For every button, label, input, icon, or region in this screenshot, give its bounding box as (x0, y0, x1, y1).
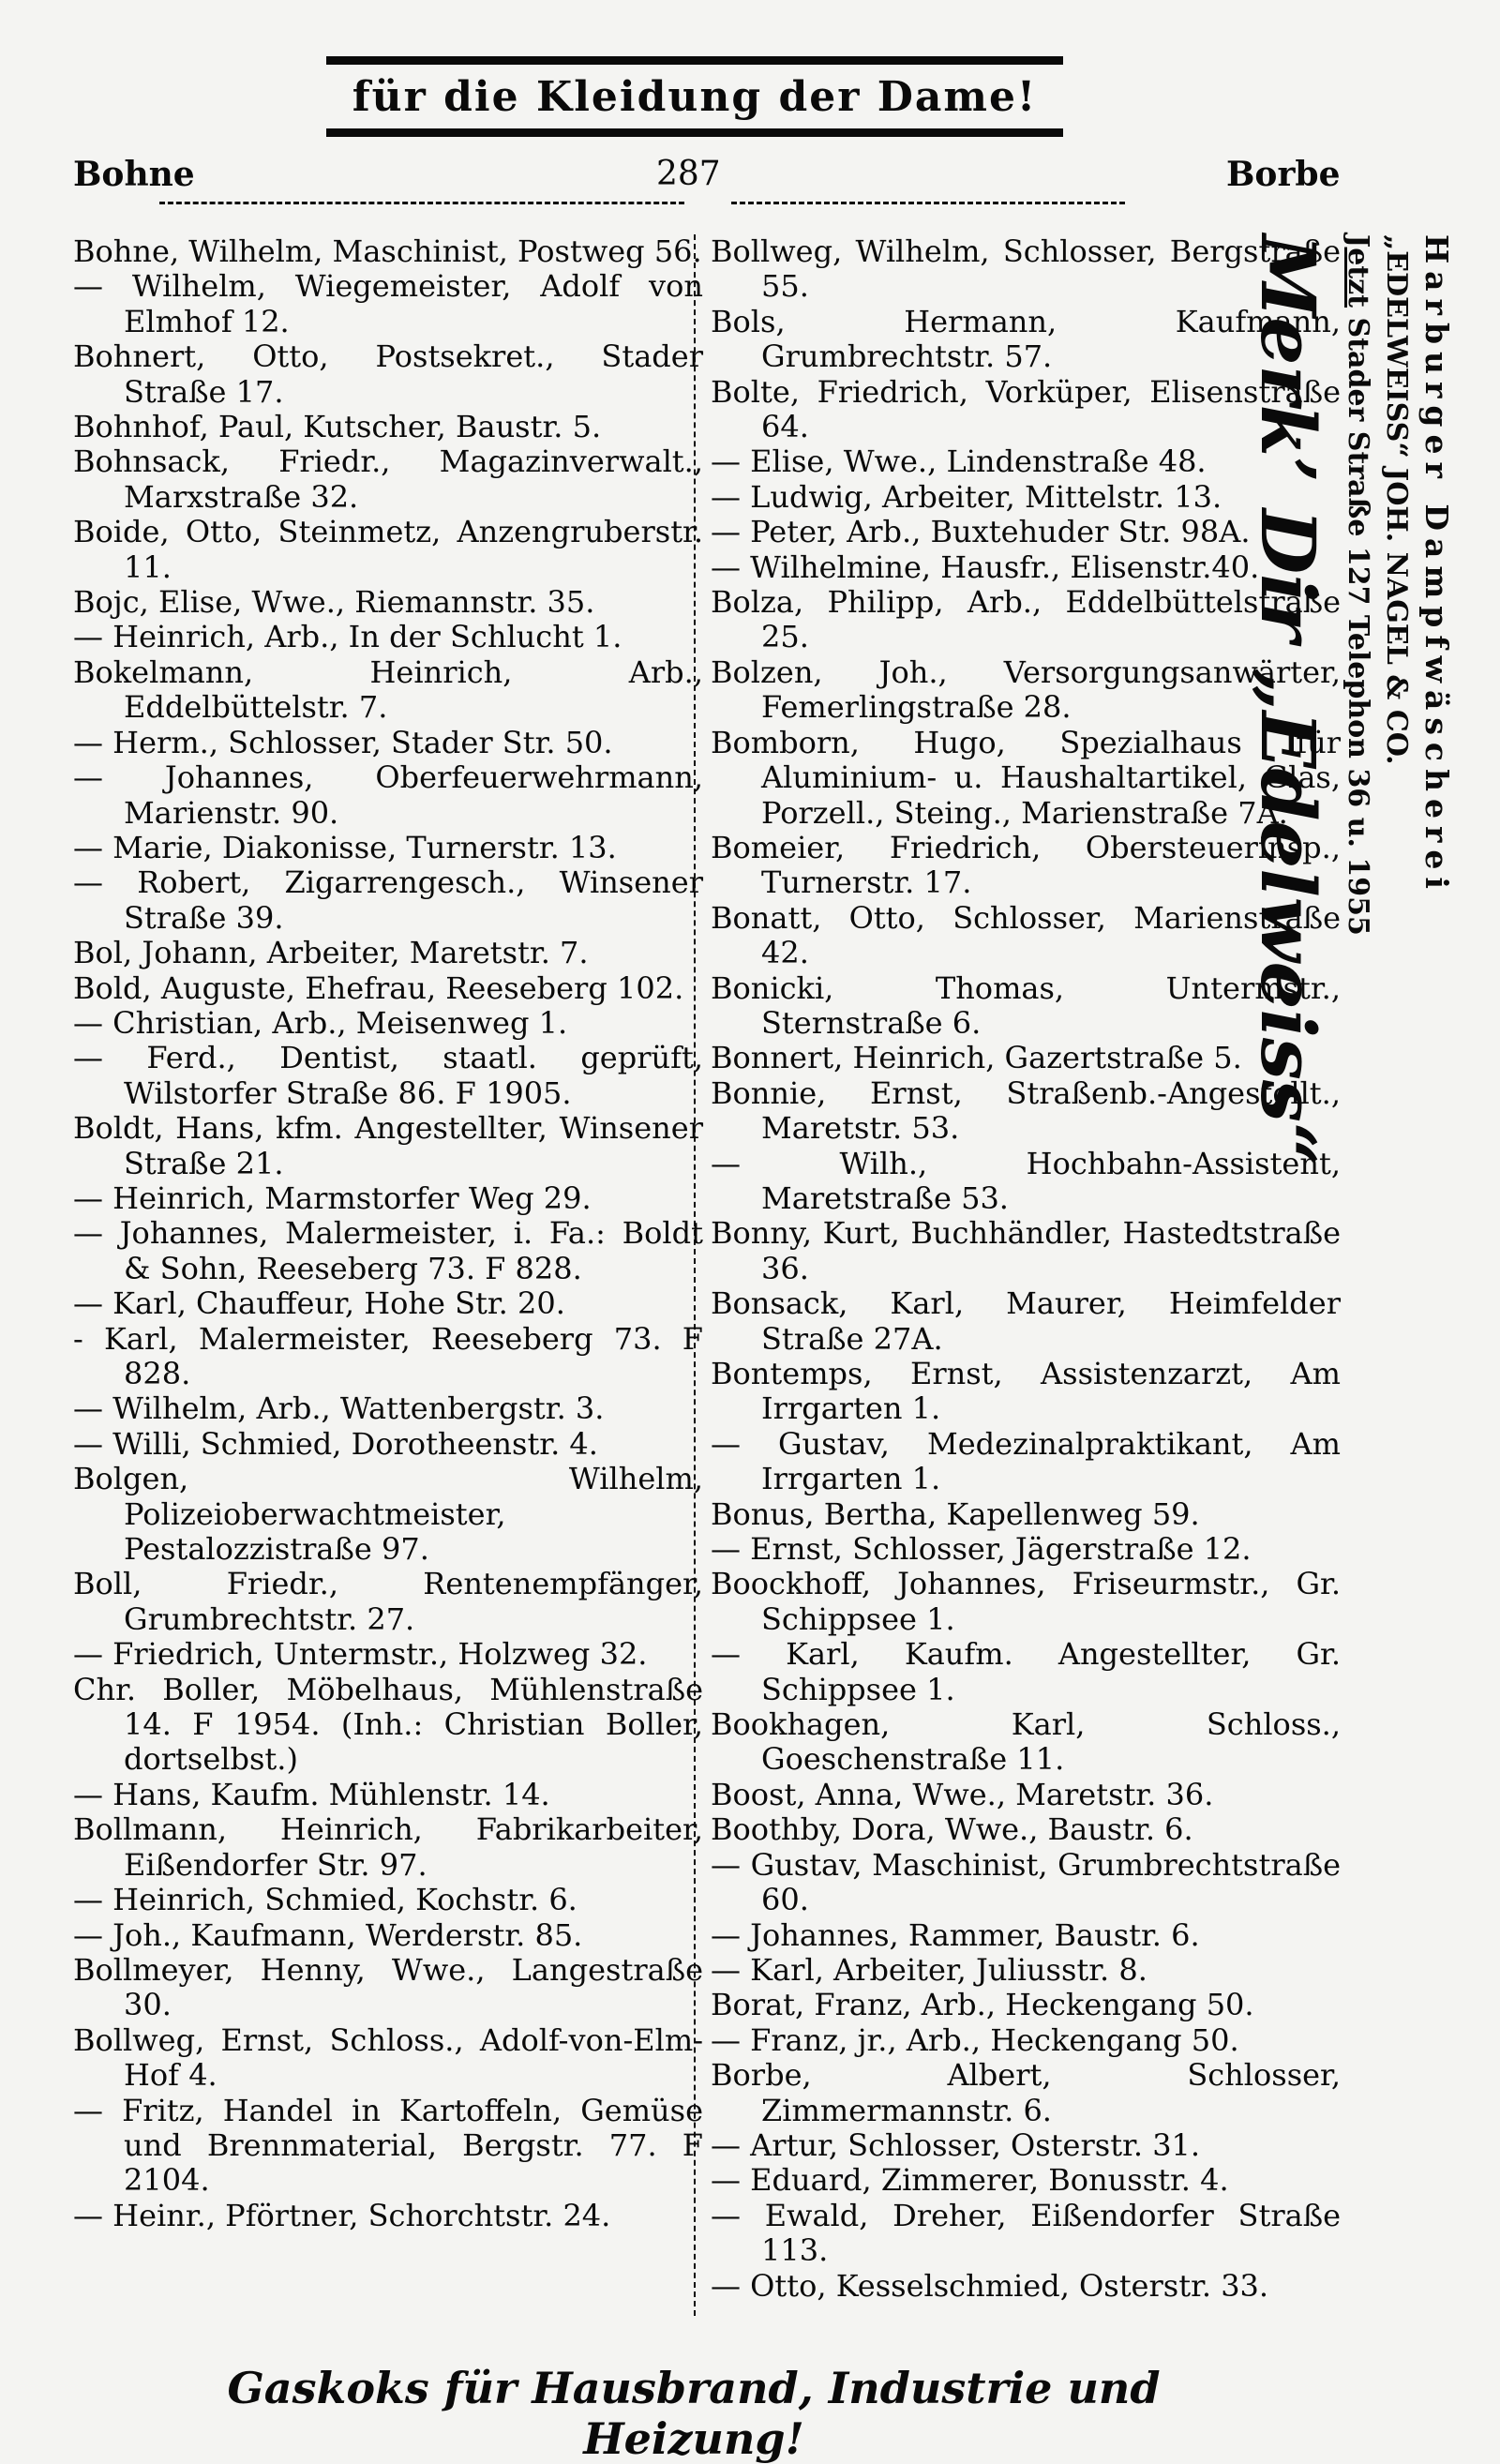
directory-entry: — Karl, Kaufm. Angestellter, Gr. Schippsee 1. (711, 1636, 1341, 1707)
column-divider (694, 234, 696, 2316)
footer-advertisement: Gaskoks für Hausbrand, Industrie und Heizung! (227, 2363, 1161, 2464)
header-rule-left (159, 202, 684, 204)
directory-entry: Bomeier, Friedrich, Obersteuerinsp., Turnerstr. 17. (711, 829, 1341, 901)
directory-entry: Bolza, Philipp, Arb., Eddelbüttelstraße 25. (711, 584, 1341, 655)
directory-entry: Bonus, Bertha, Kapellenweg 59. (711, 1495, 1200, 1532)
directory-entry: Bojc, Elise, Wwe., Riemannstr. 35. (73, 584, 595, 621)
directory-entry: Bokelmann, Heinrich, Arb., Eddelbüttelstr. 7. (73, 654, 703, 726)
directory-entry: Bolgen, Wilhelm, Polizeioberwachtmeister, Pestalozzistraße 97. (73, 1461, 703, 1568)
directory-entry: — Otto, Kesselschmied, Osterstr. 33. (711, 2267, 1269, 2304)
side-advertisement (1244, 234, 1474, 2325)
directory-entry: - Karl, Malermeister, Reeseberg 73. F 828. (73, 1320, 703, 1391)
directory-entry: Boldt, Hans, kfm. Angestellter, Winsener Straße 21. (73, 1110, 703, 1181)
directory-entry: — Herm., Schlosser, Stader Str. 50. (73, 724, 613, 760)
directory-entry: Bonsack, Karl, Maurer, Heimfelder Straße 27A. (711, 1285, 1341, 1357)
header-rule-right (731, 202, 1125, 204)
directory-entry: Boost, Anna, Wwe., Maretstr. 36. (711, 1776, 1214, 1812)
directory-entry: Boothby, Dora, Wwe., Baustr. 6. (711, 1811, 1193, 1848)
directory-entry: Borbe, Albert, Schlosser, Zimmermannstr. 6. (711, 2057, 1341, 2128)
side-ad-line1: Harburger Dampfwäscherei (1418, 234, 1455, 896)
directory-entry: Bold, Auguste, Ehefrau, Reeseberg 102. (73, 969, 684, 1006)
side-ad-company: „EDELWEISS“ JOH. NAGEL & CO. (1380, 234, 1413, 765)
header-first-name: Bohne (73, 155, 195, 194)
header-last-name: Borbe (1226, 155, 1341, 194)
directory-entry: Bonatt, Otto, Schlosser, Marienstraße 42. (711, 899, 1341, 971)
directory-entry: — Joh., Kaufmann, Werderstr. 85. (73, 1916, 583, 1953)
directory-entry: — Karl, Arbeiter, Juliusstr. 8. (711, 1951, 1148, 1988)
side-ad-slogan: Merk’ Dir „Edelweiss“ (1244, 234, 1332, 1165)
directory-entry: — Ferd., Dentist, staatl. geprüft, Wilstorfer Straße 86. F 1905. (73, 1040, 703, 1111)
directory-entry: Boockhoff, Johannes, Friseurmstr., Gr. Schippsee 1. (711, 1566, 1341, 1637)
directory-entry: — Johannes, Oberfeuerwehrmann, Marienstr. 90. (73, 759, 703, 831)
directory-entry: Bontemps, Ernst, Assistenzarzt, Am Irrgarten 1. (711, 1356, 1341, 1427)
directory-entry: — Gustav, Medezinalpraktikant, Am Irrgarten 1. (711, 1425, 1341, 1497)
top-banner (326, 56, 1063, 137)
directory-entry: — Fritz, Handel in Kartoffeln, Gemüse und Brennmaterial, Bergstr. 77. F 2104. (73, 2092, 703, 2199)
directory-entry: — Heinrich, Schmied, Kochstr. 6. (73, 1882, 578, 1918)
directory-entry: — Heinrich, Marmstorfer Weg 29. (73, 1179, 592, 1216)
directory-entry: — Heinr., Pförtner, Schorchtstr. 24. (73, 2197, 611, 2233)
directory-entry: Bookhagen, Karl, Schloss., Goeschenstraße 11. (711, 1706, 1341, 1778)
directory-entry: Borat, Franz, Arb., Heckengang 50. (711, 1987, 1254, 2023)
directory-entry: — Ewald, Dreher, Eißendorfer Straße 113. (711, 2197, 1341, 2269)
directory-entry: Boll, Friedr., Rentenempfänger, Grumbrechtstr. 27. (73, 1566, 703, 1637)
directory-entry: Bohnhof, Paul, Kutscher, Baustr. 5. (73, 409, 602, 445)
directory-entry: — Marie, Diakonisse, Turnerstr. 13. (73, 829, 617, 865)
directory-entry: — Heinrich, Arb., In der Schlucht 1. (73, 619, 622, 655)
directory-entry: Bollweg, Wilhelm, Schlosser, Bergstraße 55. (711, 233, 1341, 305)
directory-entry: — Robert, Zigarrengesch., Winsener Straße 39. (73, 864, 703, 936)
directory-entry: — Willi, Schmied, Dorotheenstr. 4. (73, 1425, 598, 1462)
directory-entry: Bollmeyer, Henny, Wwe., Langestraße 30. (73, 1951, 703, 2023)
directory-entry: — Johannes, Malermeister, i. Fa.: Boldt & Sohn, Reeseberg 73. F 828. (73, 1215, 703, 1286)
directory-entry: Bohnert, Otto, Postsekret., Stader Straße 17. (73, 338, 703, 410)
directory-entry: — Christian, Arb., Meisenweg 1. (73, 1004, 568, 1041)
directory-entry: — Wilh., Hochbahn-Assistent, Maretstraße 53. (711, 1145, 1341, 1216)
directory-entry: Bonnert, Heinrich, Gazertstraße 5. (711, 1040, 1242, 1076)
directory-entry: Bonicki, Thomas, Untermstr., Sternstraße 6. (711, 969, 1341, 1041)
directory-entry: — Elise, Wwe., Lindenstraße 48. (711, 443, 1207, 480)
directory-entry: Bol, Johann, Arbeiter, Maretstr. 7. (73, 935, 589, 971)
banner-text: für die Kleidung der Dame! (352, 72, 1038, 121)
directory-entry: — Gustav, Maschinist, Grumbrechtstraße 60. (711, 1846, 1341, 1918)
directory-entry: — Johannes, Rammer, Baustr. 6. (711, 1916, 1200, 1953)
directory-entry: Chr. Boller, Möbelhaus, Mühlenstraße 14. F 1954. (Inh.: Christian Boller, dortselbst.) (73, 1671, 703, 1778)
directory-entry: Bonny, Kurt, Buchhändler, Hastedtstraße 36. (711, 1215, 1341, 1286)
directory-entry: — Ernst, Schlosser, Jägerstraße 12. (711, 1531, 1252, 1568)
directory-entry: — Eduard, Zimmerer, Bonusstr. 4. (711, 2162, 1229, 2199)
directory-entry: Bohnsack, Friedr., Magazinverwalt., Marxstraße 32. (73, 443, 703, 515)
directory-entry: Bols, Hermann, Kaufmann, Grumbrechtstr. 57. (711, 303, 1341, 375)
directory-entry: — Franz, jr., Arb., Heckengang 50. (711, 2021, 1239, 2058)
directory-entry: Bonnie, Ernst, Straßenb.-Angestellt., Maretstr. 53. (711, 1074, 1341, 1147)
directory-entry: — Ludwig, Arbeiter, Mittelstr. 13. (711, 478, 1222, 515)
directory-entry: Bolte, Friedrich, Vorküper, Elisenstraße 64. (711, 373, 1341, 445)
directory-entry: Boide, Otto, Steinmetz, Anzengruberstr. 11. (73, 514, 703, 585)
side-ad-line2 (1380, 234, 1413, 1165)
directory-entry: Bollweg, Ernst, Schloss., Adolf-von-Elm-Hof 4. (73, 2021, 703, 2094)
page-number: 287 (656, 155, 721, 193)
directory-entry: — Wilhelm, Arb., Wattenbergstr. 3. (73, 1390, 605, 1427)
directory-entry: Bollmann, Heinrich, Fabrikarbeiter, Eißendorfer Str. 97. (73, 1811, 703, 1883)
directory-entry: — Wilhelm, Wiegemeister, Adolf von Elmhof 12. (73, 268, 703, 339)
directory-entry: — Artur, Schlosser, Osterstr. 31. (711, 2126, 1201, 2163)
left-column (73, 234, 703, 2233)
directory-entry: Bomborn, Hugo, Spezialhaus für Aluminium- u. Haushaltartikel, Glas, Porzell., Steing., Marienstraße 7A. (711, 724, 1341, 831)
directory-entry: — Friedrich, Untermstr., Holzweg 32. (73, 1636, 648, 1673)
directory-entry: Bohne, Wilhelm, Maschinist, Postweg 56. (73, 233, 702, 269)
directory-entry: — Hans, Kaufm. Mühlenstr. 14. (73, 1776, 550, 1812)
directory-entry: — Karl, Chauffeur, Hohe Str. 20. (73, 1285, 565, 1322)
side-ad-jetzt: Jetzt (1342, 234, 1374, 308)
side-ad-address-text: Stader Straße 127 Telephon 36 u. 1955 (1342, 317, 1374, 936)
side-ad-address (1342, 234, 1374, 1165)
directory-entry: — Wilhelmine, Hausfr., Elisenstr.40. (711, 548, 1260, 585)
directory-entry: — Peter, Arb., Buxtehuder Str. 98A. (711, 514, 1251, 550)
directory-entry: Bolzen, Joh., Versorgungsanwärter, Femerlingstraße 28. (711, 654, 1341, 726)
